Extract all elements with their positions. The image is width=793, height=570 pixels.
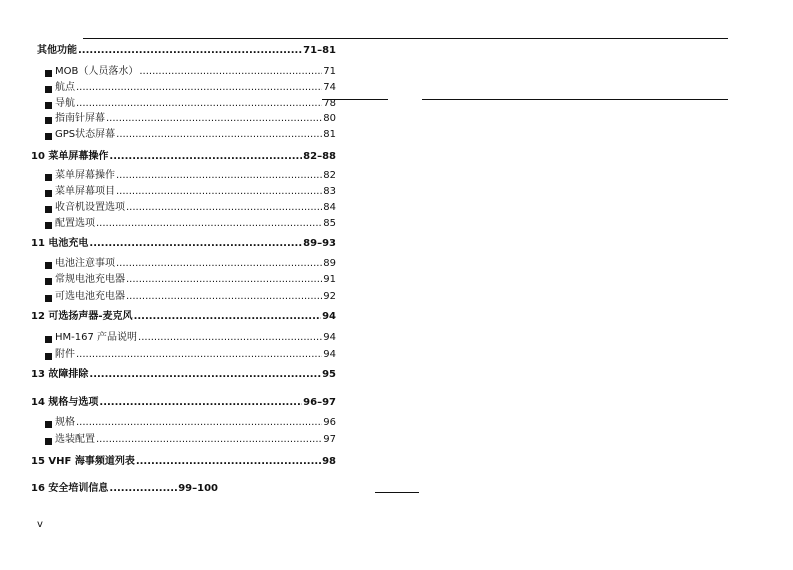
toc-label: 16 安全培训信息 — [31, 483, 109, 494]
toc-page: 71–81 — [303, 45, 336, 56]
toc-section-troubleshooting[interactable] — [31, 367, 336, 381]
toc-item-accessories[interactable] — [45, 347, 336, 361]
top-rule — [83, 38, 728, 39]
toc-page: 89–93 — [303, 238, 336, 249]
toc-page: 91 — [323, 274, 336, 285]
toc-label: 菜单屏幕项目 — [55, 186, 115, 197]
toc-section-safety-training[interactable] — [31, 481, 218, 495]
toc-label: 收音机设置选项 — [55, 202, 125, 213]
toc-item-mob[interactable] — [45, 64, 336, 78]
toc-item-options[interactable] — [45, 432, 336, 446]
bullet-icon — [45, 438, 52, 445]
bullet-icon — [45, 174, 52, 181]
toc-page: 96–97 — [303, 397, 336, 408]
toc-item-compass-screen[interactable] — [45, 111, 336, 125]
toc-label: 配置选项 — [55, 218, 95, 229]
toc-label: 选装配置 — [55, 434, 95, 445]
toc-page: 82 — [323, 170, 336, 181]
toc-page: 96 — [323, 417, 336, 428]
toc-page: 94 — [322, 311, 336, 322]
bullet-icon — [45, 133, 52, 140]
toc-label: 规格 — [55, 417, 75, 428]
toc-page: 95 — [322, 369, 336, 380]
toc-label: 附件 — [55, 349, 75, 360]
bullet-icon — [45, 117, 52, 124]
toc-page: 74 — [323, 82, 336, 93]
toc-item-configuration[interactable] — [45, 216, 336, 230]
toc-item-radio-settings[interactable] — [45, 200, 336, 214]
bullet-icon — [45, 206, 52, 213]
bullet-icon — [45, 295, 52, 302]
toc-label: 电池注意事项 — [55, 258, 115, 269]
bullet-icon — [45, 222, 52, 229]
toc-item-navigation[interactable] — [45, 96, 336, 110]
toc-label: 10 菜单屏幕操作 — [31, 151, 109, 162]
toc-page: 81 — [323, 129, 336, 140]
toc-label: 14 规格与选项 — [31, 397, 99, 408]
page-number: v — [37, 519, 43, 530]
toc-label: 15 VHF 海事频道列表 — [31, 456, 135, 467]
bullet-icon — [45, 190, 52, 197]
toc-page: 84 — [323, 202, 336, 213]
toc-page: 94 — [323, 332, 336, 343]
toc-page: 83 — [323, 186, 336, 197]
toc-page: 85 — [323, 218, 336, 229]
toc-label: HM-167 产品说明 — [55, 332, 138, 343]
toc-item-menu-items[interactable] — [45, 184, 336, 198]
toc-page: 92 — [323, 291, 336, 302]
toc-page: 98 — [322, 456, 336, 467]
toc-label: 航点 — [55, 82, 75, 93]
toc-label: GPS状态屏幕 — [55, 129, 116, 140]
toc-item-menu-operation[interactable] — [45, 168, 336, 182]
toc-section-vhf-channel-list[interactable] — [31, 454, 336, 468]
toc-section-speaker-mic[interactable] — [31, 309, 336, 323]
toc-page: 99–100 — [178, 483, 218, 494]
bullet-icon — [45, 86, 52, 93]
toc-page: 71 — [323, 66, 336, 77]
toc-label: 菜单屏幕操作 — [55, 170, 115, 181]
toc-page: 94 — [323, 349, 336, 360]
toc-section-battery-charging[interactable] — [31, 236, 336, 250]
bullet-icon — [45, 353, 52, 360]
toc-label: 12 可选扬声器-麦克风 — [31, 311, 133, 322]
bullet-icon — [45, 278, 52, 285]
bullet-icon — [45, 70, 52, 77]
toc-item-optional-charger[interactable] — [45, 289, 336, 303]
bullet-icon — [45, 102, 52, 109]
toc-page: 97 — [323, 434, 336, 445]
toc-item-gps-status-screen[interactable] — [45, 127, 336, 141]
toc-label: 11 电池充电 — [31, 238, 89, 249]
toc-page: 82–88 — [303, 151, 336, 162]
mid-rule-right — [422, 99, 728, 100]
toc-page: 89 — [323, 258, 336, 269]
toc-item-waypoint[interactable] — [45, 80, 336, 94]
toc-label: 常规电池充电器 — [55, 274, 125, 285]
toc-section-menu-screen[interactable] — [31, 149, 336, 163]
toc-section-specifications[interactable] — [31, 395, 336, 409]
toc-section-other-functions[interactable] — [37, 43, 336, 57]
toc-label: MOB（人员落水） — [55, 66, 139, 77]
toc-item-hm167[interactable] — [45, 330, 336, 344]
toc-item-battery-cautions[interactable] — [45, 256, 336, 270]
bottom-short-rule — [375, 492, 419, 493]
toc-item-specs[interactable] — [45, 415, 336, 429]
toc-label: 13 故障排除 — [31, 369, 89, 380]
toc-label: 其他功能 — [37, 45, 77, 56]
toc-item-regular-charger[interactable] — [45, 272, 336, 286]
toc-page: 78 — [323, 98, 336, 109]
toc-page: 80 — [323, 113, 336, 124]
toc-label: 指南针屏幕 — [55, 113, 105, 124]
bullet-icon — [45, 336, 52, 343]
toc-label: 可选电池充电器 — [55, 291, 125, 302]
bullet-icon — [45, 421, 52, 428]
bullet-icon — [45, 262, 52, 269]
toc-label: 导航 — [55, 98, 75, 109]
